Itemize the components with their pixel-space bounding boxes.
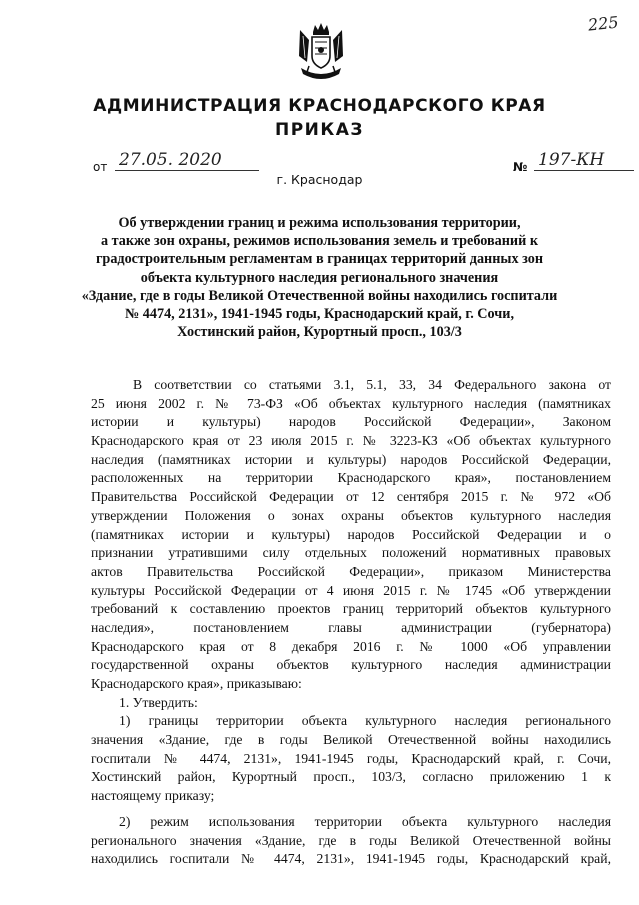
coat-of-arms-icon <box>295 22 347 86</box>
preamble-line: наследия», постановлением главы администрации (губернатора) <box>91 619 611 635</box>
preamble-line: Краснодарского края от 8 декабря 2016 г. № 1000 «Об управлении <box>91 638 611 654</box>
subject-line: а также зон охраны, режимов использования земель и требований к <box>100 233 539 250</box>
item-1: 1. Утвердить: <box>119 694 198 710</box>
subject-line: градостроительным регламентам в границах территорий данных зон <box>95 251 544 268</box>
subject-line: Об утверждении границ и режима использования территории, <box>118 215 521 231</box>
item-1-1-line: Хостинский район, Курортный просп., 103/3, согласно приложению 1 к <box>91 769 611 785</box>
subject-line: «Здание, где в годы Великой Отечественной войны находились госпитали <box>81 287 558 304</box>
page-number: 225 <box>587 12 620 35</box>
order-body <box>91 376 611 869</box>
number-handwritten: 197-КН <box>534 150 634 171</box>
preamble-line: Краснодарского края от 23 июля 2015 г. № 3223-КЗ «Об объектах культурного <box>91 433 611 449</box>
preamble-line: 25 июня 2002 г. № 73-ФЗ «Об объектах культурного наследия (памятниках <box>91 395 611 411</box>
preamble-line: утверждении Положения о зонах охраны объектов культурного наследия <box>91 507 611 523</box>
preamble-line: расположенных на территории Краснодарского края», постановлением <box>91 470 611 486</box>
preamble-line: Краснодарского края», приказываю: <box>91 676 302 691</box>
number-label: № <box>513 160 528 174</box>
subject-line: № 4474, 2131», 1941-1945 годы, Краснодарский край, г. Сочи, <box>125 306 514 323</box>
preamble-line: государственной охраны объектов культурного наследия администрации <box>91 657 611 673</box>
preamble-line: требований к составлению проектов границ территорий объектов культурного <box>91 601 611 617</box>
preamble-line: (памятниках истории и культуры) народов Российской Федерации и о <box>91 526 611 542</box>
item-1-1-line: настоящему приказу; <box>91 788 215 804</box>
item-1-2-line: находились госпитали № 4474, 2131», 1941-1945 годы, Краснодарский край, <box>91 851 611 867</box>
city: г. Краснодар <box>276 172 363 187</box>
preamble-line: истории и культуры) народов Российской Федерации», Законом <box>91 414 611 430</box>
preamble-line: признании утратившими силу отдельных положений нормативных правовых <box>91 545 611 561</box>
subject-line: Хостинский район, Курортный просп., 103/3 <box>177 324 462 341</box>
subject-heading <box>80 214 559 341</box>
item-1-1-line: госпитали № 4474, 2131», 1941-1945 годы, Краснодарский край, г. Сочи, <box>91 750 611 766</box>
organization-title: АДМИНИСТРАЦИЯ КРАСНОДАРСКОГО КРАЯ <box>93 96 546 116</box>
preamble-line: В соответствии со статьями 3.1, 5.1, 33, 34 Федерального закона от <box>133 377 611 392</box>
date-label: от <box>93 160 108 174</box>
preamble-line: Правительства Российской Федерации от 12 сентября 2015 г. № 972 «Об <box>91 489 611 505</box>
preamble-line: наследия (памятниках истории и культуры) народов Российской Федерации, <box>91 451 611 467</box>
date-handwritten: 27.05. 2020 <box>115 150 259 171</box>
item-1-1-line: 1) границы территории объекта культурного наследия регионального <box>119 713 611 729</box>
item-1-2-line: регионального значения «Здание, где в годы Великой Отечественной войны <box>91 832 611 848</box>
document-type: ПРИКАЗ <box>274 120 365 140</box>
item-1-1-line: значения «Здание, где в годы Великой Отечественной войны находились <box>91 732 611 748</box>
preamble-line: культуры Российской Федерации от 4 июня 2015 г. № 1745 «Об утверждении <box>91 582 611 598</box>
subject-line: объекта культурного наследия регионального значения <box>140 269 499 286</box>
preamble-line: актов Правительства Российской Федерации», приказом Министерства <box>91 563 611 579</box>
item-1-2-line: 2) режим использования территории объекта культурного наследия <box>119 813 611 829</box>
